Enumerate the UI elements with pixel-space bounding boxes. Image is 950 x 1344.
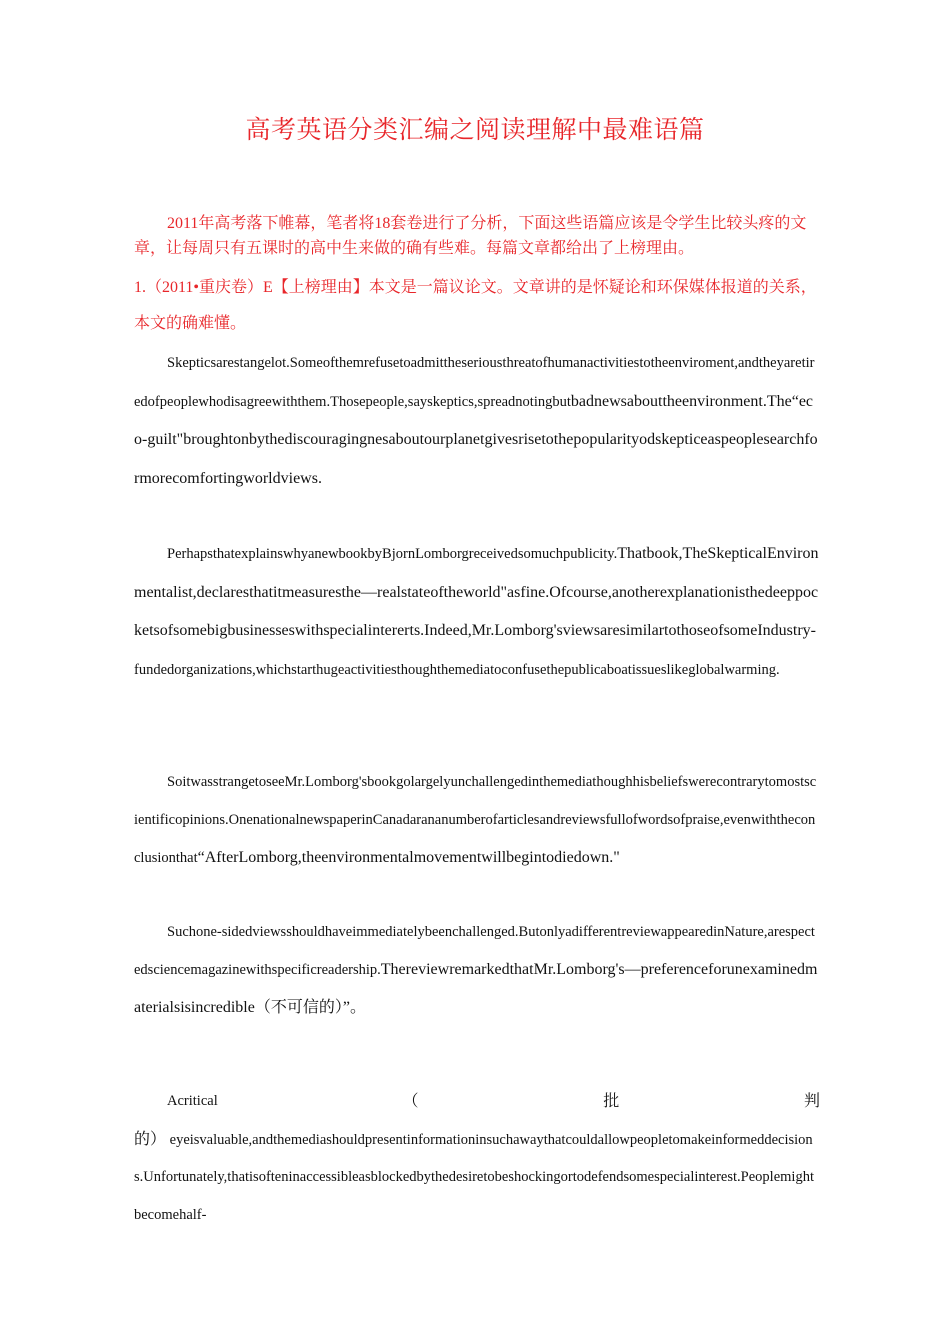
para3-text-b: “AfterLomborg,theenvironmentalmovementwillbegintodiedown." bbox=[197, 849, 620, 866]
page-title: 高考英语分类汇编之阅读理解中最难语篇 bbox=[245, 117, 705, 144]
para5-rest-c: Peoplemightbecomehalf- bbox=[134, 1169, 814, 1223]
para5-rest bbox=[134, 1121, 820, 1235]
para2-text-b: Thatbook,TheSkepticalEnvironmentalist,declaresthatitmeasuresthe—realstateoftheworld"asfine.Ofcourse,anotherexplanationisthedeeppocketsofsomebigbusinesseswithspecialintererts.Indeed,Mr.Lomborg'sviewsaresimilartothoseofsomeIndustry- bbox=[134, 545, 819, 639]
para2-text-c: fundedorganizations,whichstarthugeactivitiesthoughthemediatoconfusethepublicaboatissueslikeglobalwarming. bbox=[134, 661, 780, 678]
english-paragraph-4 bbox=[134, 913, 820, 1027]
para4-text-b: ThereviewremarkedthatMr.Lomborg's—preferenceforunexaminedmaterialsisincredible（不可信的）”。 bbox=[134, 961, 818, 1016]
english-paragraph-3 bbox=[134, 764, 820, 878]
para4-text-a: Suchone-sidedviewsshouldhaveimmediatelybeenchallenged.ButonlyadifferentreviewappearedinNature,arespectedsciencemagazinewithspecificreadership. bbox=[134, 924, 815, 978]
para2-text-a: PerhapsthatexplainswhyanewbookbyBjornLomborgreceivedsomuchpublicity. bbox=[167, 546, 618, 562]
para5-first-line bbox=[134, 1083, 820, 1121]
para5-rest-a: 的） bbox=[134, 1130, 167, 1148]
para5-word-1: Acritical bbox=[167, 1093, 218, 1109]
para3-text-a: SoitwasstrangetoseeMr.Lomborg'sbookgolargelyunchallengedinthemediathoughhisbeliefswerecontrarytomostscientificopinions.OnenationalnewspaperinCanadarananumberofarticlesandreviewsfullofwordsofpraise,evenwiththeconclusionthat bbox=[134, 774, 817, 866]
para5-word-3: 批 bbox=[603, 1093, 620, 1110]
english-paragraph-1 bbox=[134, 344, 820, 498]
intro-paragraph: 2011年高考落下帷幕，笔者将18套卷进行了分析，下面这些语篇应该是令学生比较头疼的文章，让每周只有五课时的高中生来做的确有些难。每篇文章都给出了上榜理由。 bbox=[134, 215, 807, 257]
english-paragraph-2 bbox=[134, 535, 820, 689]
para5-word-2: （ bbox=[402, 1093, 419, 1110]
para1-text-b: badnewsabouttheenvironment.The“eco-guilt"broughtonbythediscouragingnesaboutourplanetgivesrisetothepopularityodskepticeaspeoplesearchformorecomfortingworldviews. bbox=[134, 392, 818, 487]
para5-word-4: 判 bbox=[803, 1093, 820, 1110]
item1-heading: 1.（2011•重庆卷）E【上榜理由】本文是一篇议论文。文章讲的是怀疑论和环保媒体报道的关系，本文的确难懂。 bbox=[134, 279, 817, 332]
para5-rest-b: eyeisvaluable,andthemediashouldpresentinformationinsuchawaythatcouldallowpeopletomakeinformeddecisions.Unfortunately,thatisofteninaccessibleasblockedbythedesiretobeshockingortodefendsomespecialinterest. bbox=[134, 1131, 813, 1185]
para1-text-a: Skepticsarestangelot.Someofthemrefusetoadmittheseriousthreatofhumanactivitiestotheenviroment,andtheyaretiredofpeoplewhodisagreewiththem.Thosepeople,sayskeptics,spreadnotingbut bbox=[134, 355, 815, 410]
english-paragraph-5 bbox=[134, 1083, 820, 1234]
